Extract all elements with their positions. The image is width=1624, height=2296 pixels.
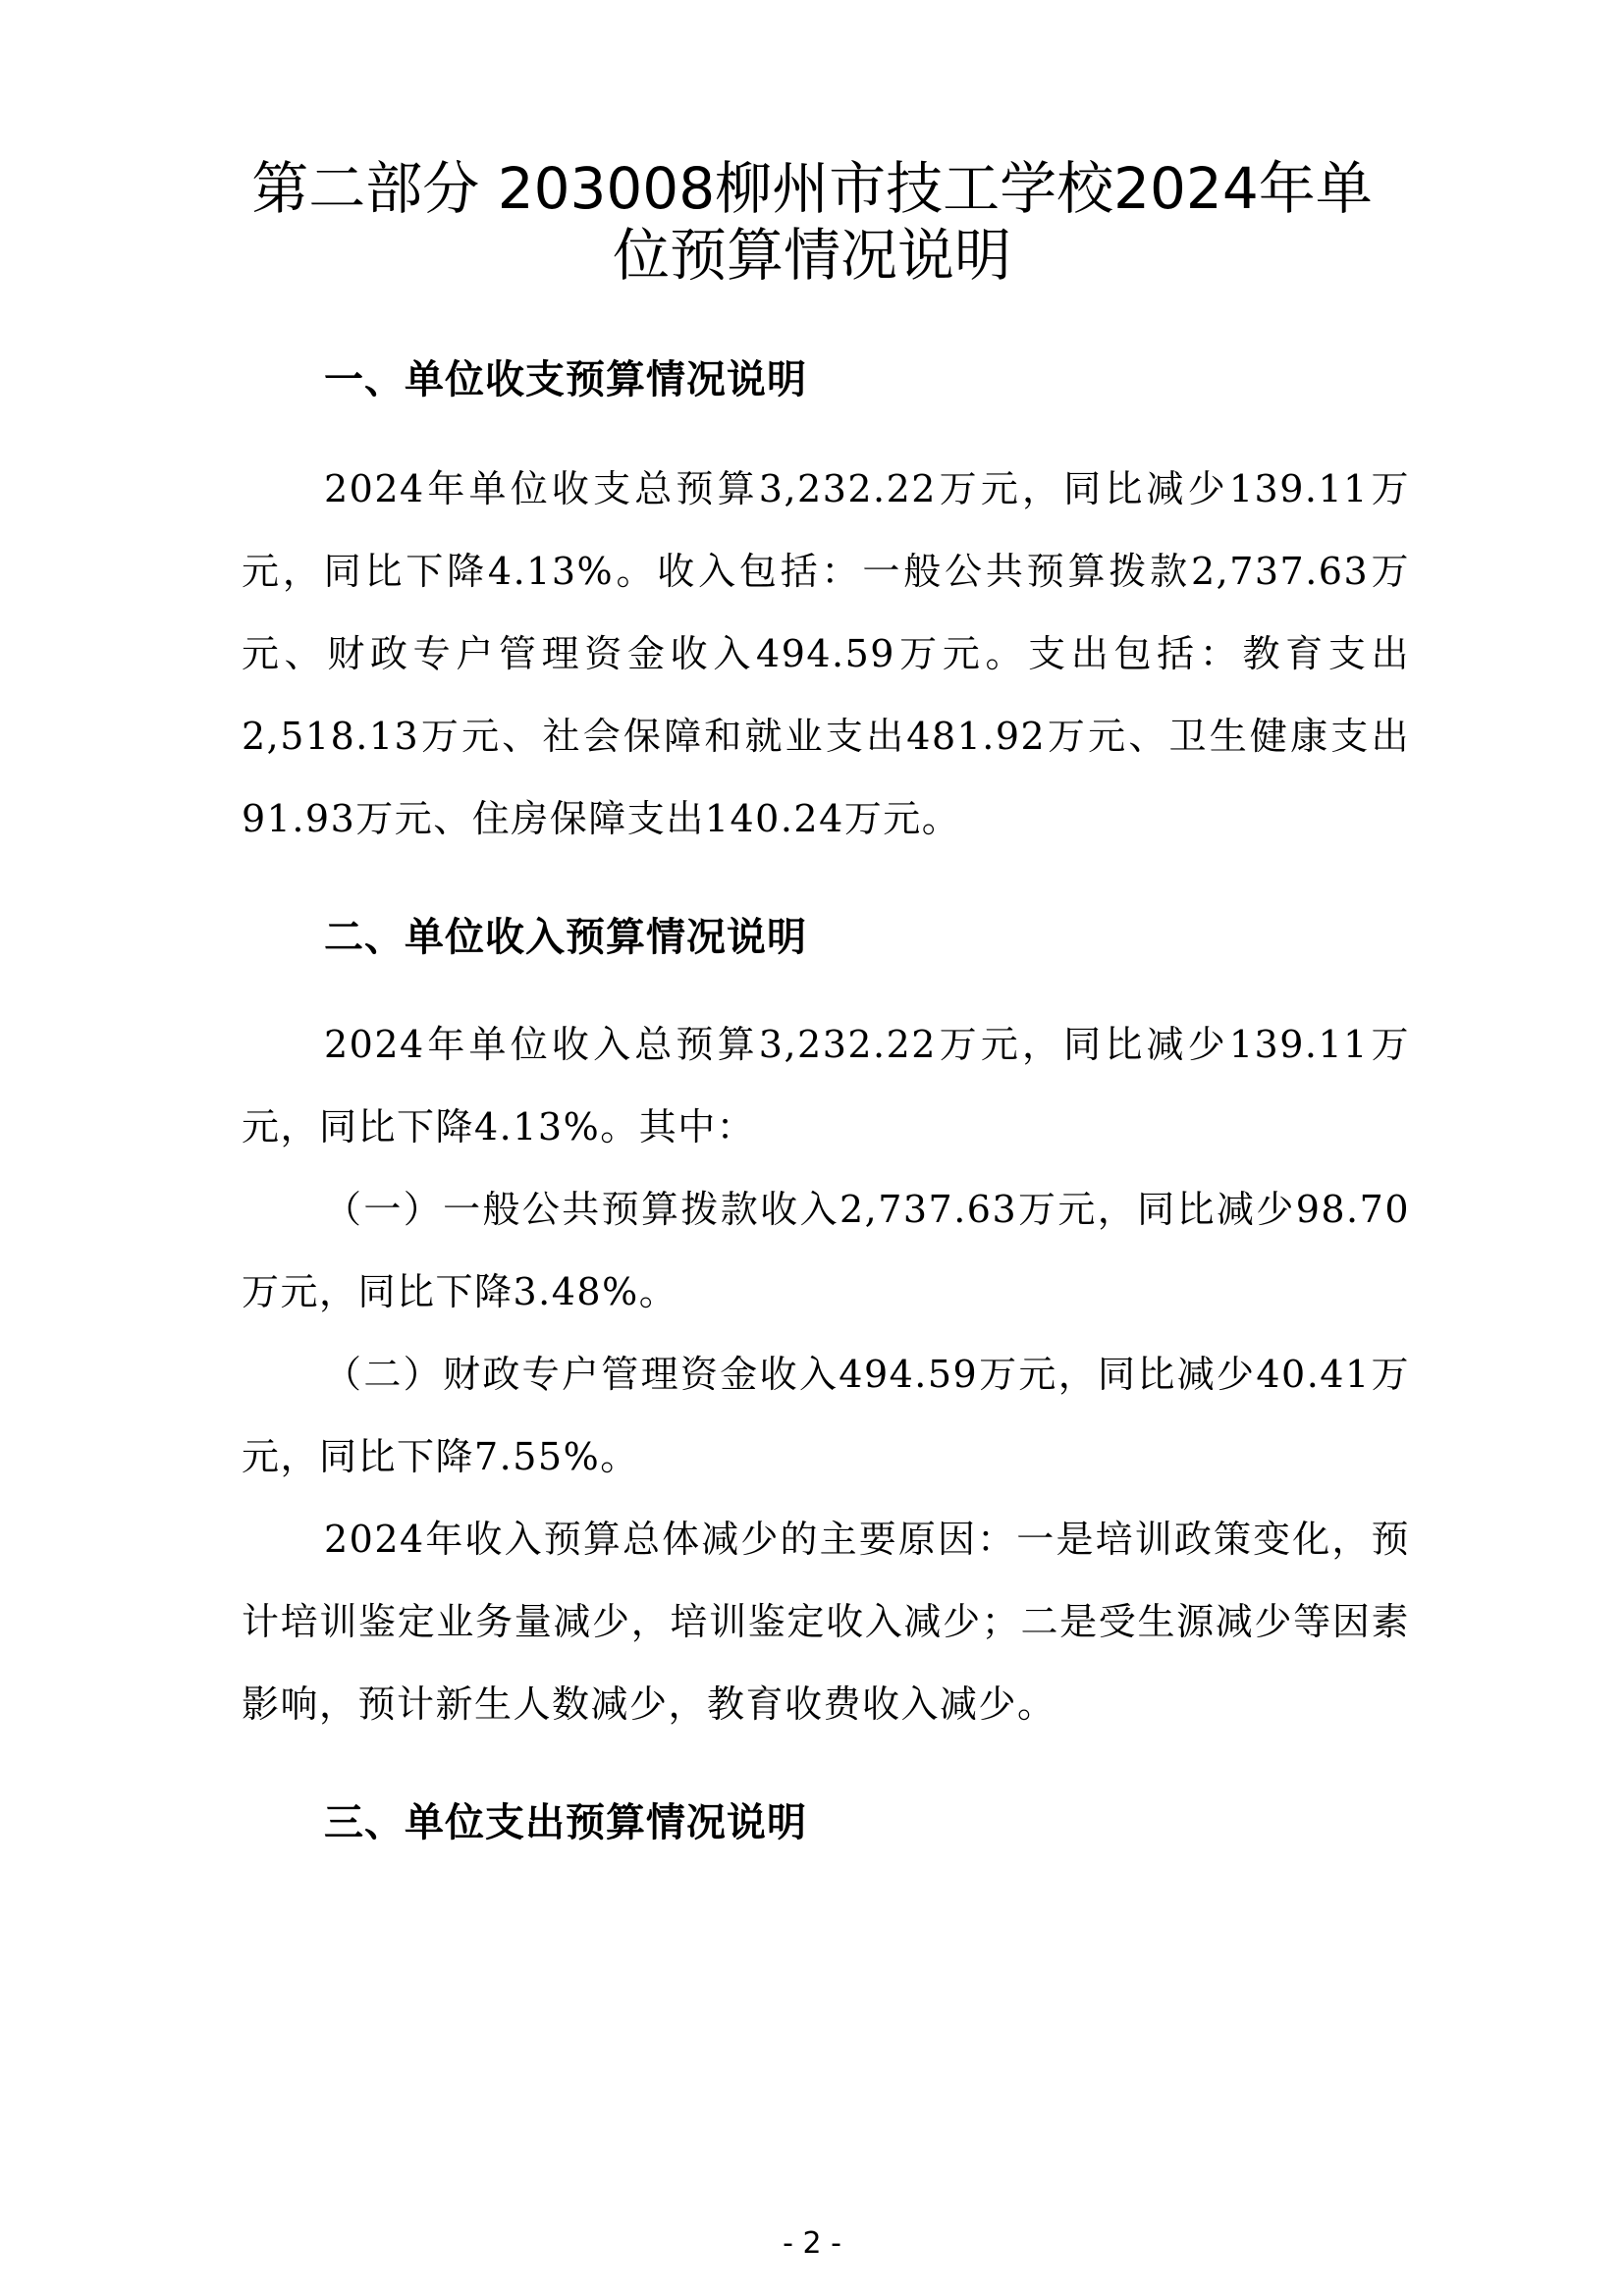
section-2-paragraph-2: （一）一般公共预算拨款收入2,737.63万元，同比减少98.70万元，同比下降3.48%。 — [242, 1188, 1410, 1313]
section-2-paragraph-1: 2024年单位收入总预算3,232.22万元，同比减少139.11万元，同比下降4.13%。其中： — [242, 1023, 1410, 1148]
section-heading-1: 一、单位收支预算情况说明 — [324, 357, 807, 402]
section-heading-3: 三、单位支出预算情况说明 — [324, 1800, 807, 1845]
section-1-paragraph-1: 2024年单位收支总预算3,232.22万元，同比减少139.11万元，同比下降4.13%。收入包括：一般公共预算拨款2,737.63万元、财政专户管理资金收入494.59万元。支出包括：教育支出2,518.13万元、社会保障和就业支出481.92万元、卫生健康支出91.93万元、住房保障支出140.24万元。 — [242, 467, 1410, 840]
page-number: - 2 - — [783, 2226, 841, 2261]
section-2-paragraph-4: 2024年收入预算总体减少的主要原因：一是培训政策变化，预计培训鉴定业务量减少，培训鉴定收入减少；二是受生源减少等因素影响，预计新生人数减少，教育收费收入减少。 — [242, 1518, 1410, 1726]
document-title: 第二部分 203008柳州市技工学校2024年单位预算情况说明 — [251, 155, 1373, 289]
section-heading-2: 二、单位收入预算情况说明 — [324, 915, 807, 960]
section-2-paragraph-3: （二）财政专户管理资金收入494.59万元，同比减少40.41万元，同比下降7.55%。 — [242, 1353, 1410, 1478]
